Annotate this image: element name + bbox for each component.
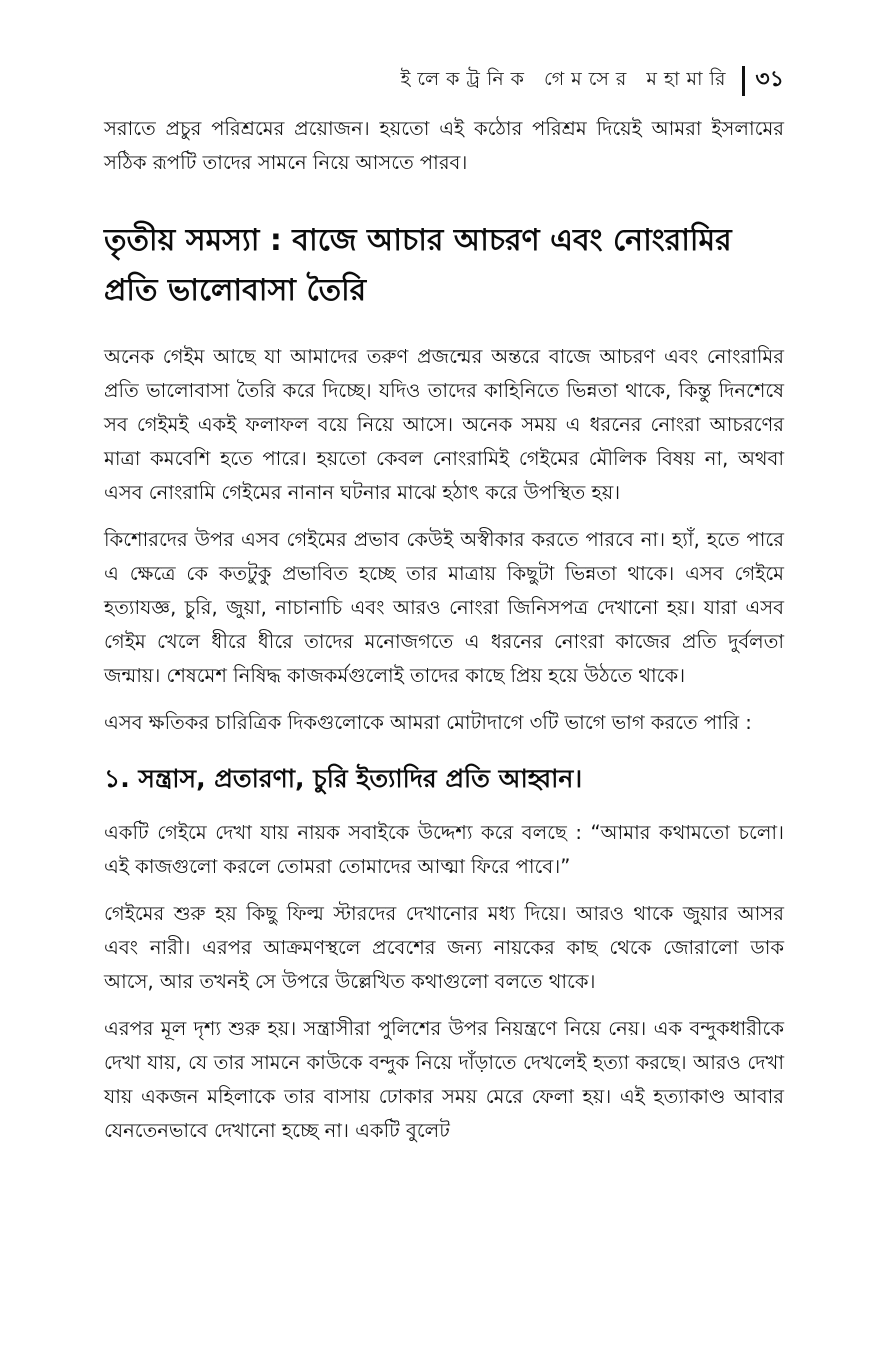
subheading-point-1: ১. সন্ত্রাস, প্রতারণা, চুরি ইত্যাদির প্রতি আহ্বান। xyxy=(104,764,583,793)
running-head xyxy=(400,62,784,99)
paragraph-6: এরপর মূল দৃশ্য শুরু হয়। সন্ত্রাসীরা পুলিশের উপর নিয়ন্ত্রণে নিয়ে নেয়। এক বন্দুকধারীকে দেখা যায়, যে তার সামনে কাউকে বন্দুক নিয়ে দাঁড়াতে দেখলেই হত্যা করছে। আরও দেখা যায় একজন মহিলাকে তার বাসায় ঢোকার সময় মেরে ফেলা হয়। এই হত্যাকাণ্ড আবার যেনতেনভাবে দেখানো হচ্ছে না। একটি বুলেট xyxy=(104,1017,784,1142)
running-title: ইলেকট্রনিক গেমসের মহামারি xyxy=(400,67,733,90)
paragraph-intro: সরাতে প্রচুর পরিশ্রমের প্রয়োজন। হয়তো এই কঠোর পরিশ্রম দিয়েই আমরা ইসলামের সঠিক রূপটি তাদের সামনে নিয়ে আসতে পারব। xyxy=(104,117,784,174)
page-body xyxy=(104,112,784,1161)
header-divider xyxy=(742,66,745,96)
paragraph-4: একটি গেইমে দেখা যায় নায়ক সবাইকে উদ্দেশ্য করে বলছে : “আমার কথামতো চলো। এই কাজগুলো করলে তোমরা তোমাদের আত্মা ফিরে পাবে।” xyxy=(104,821,784,878)
page-number: ৩১ xyxy=(755,67,784,92)
paragraph-5: গেইমের শুরু হয় কিছু ফিল্ম স্টারদের দেখানোর মধ্য দিয়ে। আরও থাকে জুয়ার আসর এবং নারী। এরপর আক্রমণস্থলে প্রবেশের জন্য নায়কের কাছ থেকে জোরালো ডাক আসে, আর তখনই সে উপরে উল্লেখিত কথাগুলো বলতে থাকে। xyxy=(104,902,784,993)
section-heading: তৃতীয় সমস্যা : বাজে আচার আচরণ এবং নোংরামির প্রতি ভালোবাসা তৈরি xyxy=(104,223,732,308)
paragraph-2: কিশোরদের উপর এসব গেইমের প্রভাব কেউই অস্বীকার করতে পারবে না। হ্যাঁ, হতে পারে এ ক্ষেত্রে কে কতটুকু প্রভাবিত হচ্ছে তার মাত্রায় কিছুটা ভিন্নতা থাকে। এসব গেইমে হত্যাযজ্ঞ, চুরি, জুয়া, নাচানাচি এবং আরও নোংরা জিনিসপত্র দেখানো হয়। যারা এসব গেইম খেলে ধীরে ধীরে তাদের মনোজগতে এ ধরনের নোংরা কাজের প্রতি দুর্বলতা জন্মায়। শেষমেশ নিষিদ্ধ কাজকর্মগুলোই তাদের কাছে প্রিয় হয়ে উঠতে থাকে। xyxy=(104,528,784,687)
paragraph-1: অনেক গেইম আছে যা আমাদের তরুণ প্রজন্মের অন্তরে বাজে আচরণ এবং নোংরামির প্রতি ভালোবাসা তৈরি করে দিচ্ছে। যদিও তাদের কাহিনিতে ভিন্নতা থাকে, কিন্তু দিনশেষে সব গেইমই একই ফলাফল বয়ে নিয়ে আসে। অনেক সময় এ ধরনের নোংরা আচরণের মাত্রা কমবেশি হতে পারে। হয়তো কেবল নোংরামিই গেইমের মৌলিক বিষয় না, অথবা এসব নোংরামি গেইমের নানান ঘটনার মাঝে হঠাৎ করে উপস্থিত হয়। xyxy=(104,345,784,504)
paragraph-3: এসব ক্ষতিকর চারিত্রিক দিকগুলোকে আমরা মোটাদাগে ৩টি ভাগে ভাগ করতে পারি : xyxy=(104,711,752,734)
